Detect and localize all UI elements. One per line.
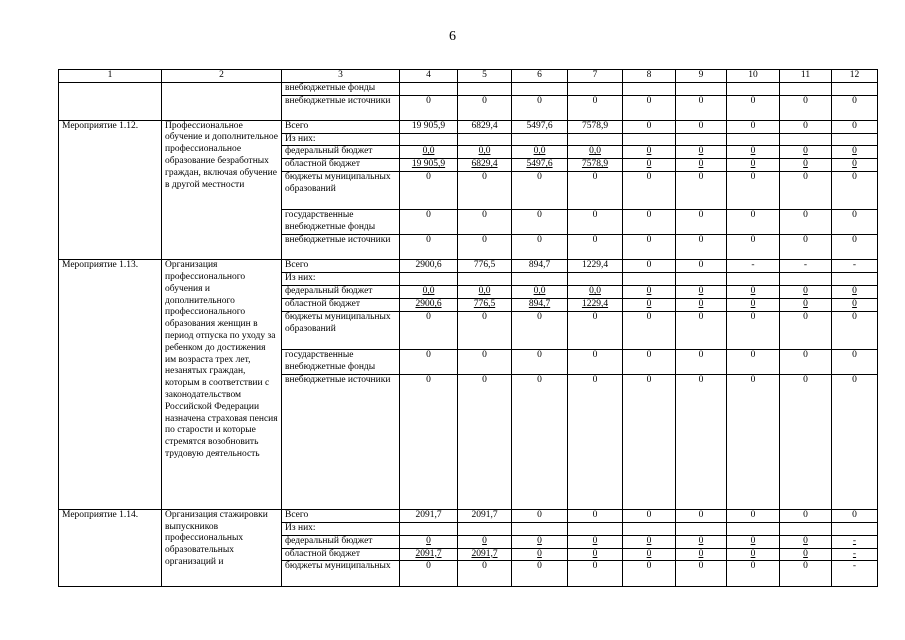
value-cell [727, 82, 780, 95]
value-cell [512, 273, 568, 286]
value-cell: 0 [727, 95, 780, 120]
value-cell: 2900,6 [400, 298, 458, 311]
value-cell: 0 [568, 374, 623, 509]
funding-source-cell: областной бюджет [282, 548, 400, 561]
value-cell: 6829,4 [458, 159, 512, 172]
value-cell: 0 [512, 349, 568, 374]
value-cell [832, 133, 878, 146]
value-cell: 0 [832, 509, 878, 522]
value-cell: 0 [780, 561, 832, 587]
value-cell [727, 133, 780, 146]
funding-source-cell: бюджеты муниципальных образований [282, 172, 400, 210]
value-cell: 0 [676, 159, 727, 172]
value-cell: 0 [623, 260, 676, 273]
header-cell: 7 [568, 70, 623, 83]
value-cell: 0 [568, 172, 623, 210]
value-cell: 0 [568, 509, 623, 522]
value-cell [458, 133, 512, 146]
value-cell: 0 [727, 120, 780, 133]
value-cell: 0 [727, 235, 780, 260]
value-cell: 0 [832, 349, 878, 374]
value-cell: 0 [676, 509, 727, 522]
value-cell [458, 522, 512, 535]
event-desc-cell: Организация профессионального обучения и дополнительного профессионального образования женщин в период отпуска по уходу за ребенком до достижения им возраста трех лет, незанятых граждан, которым в соответствии с законодательством Российской Федерации назначена страховая пенсия по старости и которые стремятся возобновить трудовую деятельность [162, 260, 282, 510]
value-cell: 0 [727, 311, 780, 349]
funding-source-cell: областной бюджет [282, 159, 400, 172]
value-cell: - [727, 260, 780, 273]
value-cell [400, 133, 458, 146]
value-cell [780, 522, 832, 535]
financing-table [58, 69, 878, 587]
value-cell: 0 [400, 311, 458, 349]
header-cell: 2 [162, 70, 282, 83]
header-cell: 6 [512, 70, 568, 83]
header-cell: 5 [458, 70, 512, 83]
value-cell [676, 82, 727, 95]
value-cell: 0 [512, 172, 568, 210]
value-cell: 0 [727, 374, 780, 509]
value-cell [568, 133, 623, 146]
value-cell: 0 [727, 509, 780, 522]
value-cell: 0 [832, 95, 878, 120]
funding-source-cell: государственные внебюджетные фонды [282, 210, 400, 235]
value-cell [676, 522, 727, 535]
value-cell: 0 [780, 120, 832, 133]
value-cell [832, 82, 878, 95]
value-cell: 0 [727, 349, 780, 374]
value-cell [832, 273, 878, 286]
value-cell: 0 [568, 561, 623, 587]
funding-source-cell: федеральный бюджет [282, 535, 400, 548]
header-cell: 11 [780, 70, 832, 83]
value-cell: 0,0 [568, 285, 623, 298]
value-cell: 2091,7 [458, 509, 512, 522]
value-cell: 0 [400, 349, 458, 374]
value-cell: 0 [512, 95, 568, 120]
value-cell: 0 [832, 285, 878, 298]
value-cell: 0 [623, 159, 676, 172]
value-cell: 0 [780, 285, 832, 298]
value-cell [400, 82, 458, 95]
value-cell: 0 [512, 235, 568, 260]
value-cell: 0 [568, 210, 623, 235]
funding-source-cell: Всего [282, 120, 400, 133]
value-cell: 0 [458, 235, 512, 260]
header-cell: 3 [282, 70, 400, 83]
value-cell [623, 522, 676, 535]
value-cell [727, 273, 780, 286]
value-cell: 2900,6 [400, 260, 458, 273]
value-cell: 0,0 [400, 285, 458, 298]
value-cell: 0 [568, 349, 623, 374]
value-cell: 0 [676, 235, 727, 260]
event-desc-cell [162, 82, 282, 120]
value-cell: 0 [512, 210, 568, 235]
value-cell: 0,0 [400, 146, 458, 159]
funding-source-cell: внебюджетные источники [282, 235, 400, 260]
event-name-cell: Мероприятие 1.13. [59, 260, 162, 510]
value-cell: 0 [780, 298, 832, 311]
value-cell: 0 [623, 95, 676, 120]
value-cell: 1229,4 [568, 298, 623, 311]
value-cell: 0 [727, 535, 780, 548]
value-cell: 0 [623, 374, 676, 509]
value-cell: 5497,6 [512, 120, 568, 133]
value-cell: 7578,9 [568, 159, 623, 172]
value-cell: 0 [512, 548, 568, 561]
value-cell: 0 [623, 561, 676, 587]
funding-source-cell: федеральный бюджет [282, 146, 400, 159]
value-cell: - [832, 548, 878, 561]
value-cell: 0,0 [458, 146, 512, 159]
value-cell: 0 [832, 146, 878, 159]
value-cell: 776,5 [458, 260, 512, 273]
value-cell: 0 [512, 374, 568, 509]
header-cell: 12 [832, 70, 878, 83]
value-cell: 7578,9 [568, 120, 623, 133]
value-cell: 0 [400, 374, 458, 509]
value-cell: 776,5 [458, 298, 512, 311]
header-row [59, 70, 878, 83]
value-cell: 0 [676, 210, 727, 235]
value-cell: 0 [400, 535, 458, 548]
value-cell: 0 [780, 146, 832, 159]
value-cell: 19 905,9 [400, 159, 458, 172]
value-cell: 0 [727, 210, 780, 235]
value-cell: 0 [780, 210, 832, 235]
value-cell: 0 [832, 298, 878, 311]
header-cell: 9 [676, 70, 727, 83]
value-cell: 0 [512, 311, 568, 349]
funding-source-cell: Всего [282, 509, 400, 522]
value-cell: 0 [623, 172, 676, 210]
value-cell [458, 273, 512, 286]
value-cell [512, 522, 568, 535]
value-cell [676, 273, 727, 286]
value-cell: 894,7 [512, 298, 568, 311]
value-cell: 0 [400, 235, 458, 260]
table-row [59, 82, 878, 95]
funding-source-cell: федеральный бюджет [282, 285, 400, 298]
value-cell: 0 [780, 159, 832, 172]
value-cell: 0 [676, 120, 727, 133]
value-cell: 0 [400, 172, 458, 210]
value-cell: 6829,4 [458, 120, 512, 133]
table-row [59, 509, 878, 522]
value-cell: 0 [780, 374, 832, 509]
value-cell: 0 [832, 374, 878, 509]
value-cell [568, 522, 623, 535]
value-cell: 0 [458, 172, 512, 210]
funding-source-cell: областной бюджет [282, 298, 400, 311]
value-cell: - [832, 561, 878, 587]
value-cell: 0 [512, 561, 568, 587]
value-cell [780, 273, 832, 286]
value-cell: 0 [832, 210, 878, 235]
value-cell: 0 [727, 172, 780, 210]
header-cell: 8 [623, 70, 676, 83]
value-cell: 0 [568, 235, 623, 260]
value-cell: 0 [400, 95, 458, 120]
value-cell: 0 [676, 349, 727, 374]
value-cell: 0 [400, 561, 458, 587]
event-desc-cell: Профессиональное обучение и дополнительное профессиональное образование безработных граждан, включая обучение в другой местности [162, 120, 282, 260]
value-cell: 2091,7 [400, 509, 458, 522]
value-cell [400, 273, 458, 286]
value-cell: 0 [458, 210, 512, 235]
value-cell: 0 [727, 285, 780, 298]
value-cell: 19 905,9 [400, 120, 458, 133]
value-cell: 0 [780, 349, 832, 374]
value-cell [623, 133, 676, 146]
value-cell [780, 82, 832, 95]
value-cell: 0 [458, 311, 512, 349]
value-cell: 0 [676, 311, 727, 349]
value-cell: 0,0 [512, 146, 568, 159]
event-name-cell: Мероприятие 1.12. [59, 120, 162, 260]
value-cell: 0 [780, 311, 832, 349]
value-cell [512, 82, 568, 95]
value-cell: 0 [623, 235, 676, 260]
value-cell: 0 [676, 172, 727, 210]
value-cell [727, 522, 780, 535]
value-cell: 0 [623, 548, 676, 561]
value-cell: 0 [727, 298, 780, 311]
funding-source-cell: Из них: [282, 273, 400, 286]
value-cell: 1229,4 [568, 260, 623, 273]
value-cell: 0 [458, 95, 512, 120]
value-cell: 0 [780, 172, 832, 210]
event-name-cell: Мероприятие 1.14. [59, 509, 162, 587]
value-cell: - [832, 260, 878, 273]
value-cell: 0 [623, 298, 676, 311]
value-cell: 0,0 [512, 285, 568, 298]
value-cell: 0 [512, 535, 568, 548]
event-desc-cell: Организация стажировки выпускников профессиональных образовательных организаций и [162, 509, 282, 587]
value-cell: 0 [568, 95, 623, 120]
value-cell: 0 [568, 548, 623, 561]
value-cell [568, 273, 623, 286]
value-cell: 0 [676, 260, 727, 273]
funding-source-cell: внебюджетные источники [282, 95, 400, 120]
value-cell [400, 522, 458, 535]
header-cell: 4 [400, 70, 458, 83]
value-cell: 0 [727, 159, 780, 172]
value-cell: 0 [623, 509, 676, 522]
value-cell: 0 [676, 561, 727, 587]
funding-source-cell: Из них: [282, 522, 400, 535]
value-cell: 0 [568, 311, 623, 349]
value-cell: 0 [727, 561, 780, 587]
value-cell: 0 [780, 535, 832, 548]
header-cell: 1 [59, 70, 162, 83]
value-cell: 0 [623, 535, 676, 548]
value-cell [512, 133, 568, 146]
table-row [59, 120, 878, 133]
value-cell [623, 82, 676, 95]
funding-source-cell: бюджеты муниципальных образований [282, 311, 400, 349]
funding-source-cell: Из них: [282, 133, 400, 146]
value-cell: - [832, 535, 878, 548]
funding-source-cell: Всего [282, 260, 400, 273]
table-row [59, 260, 878, 273]
value-cell: 0,0 [458, 285, 512, 298]
value-cell: 0 [623, 210, 676, 235]
value-cell: 0 [676, 146, 727, 159]
value-cell: 0 [623, 146, 676, 159]
value-cell: 0 [676, 535, 727, 548]
value-cell: 894,7 [512, 260, 568, 273]
funding-source-cell: государственные внебюджетные фонды [282, 349, 400, 374]
value-cell: 0 [623, 311, 676, 349]
value-cell [623, 273, 676, 286]
value-cell: 0 [676, 285, 727, 298]
value-cell: 0 [676, 548, 727, 561]
value-cell [676, 133, 727, 146]
value-cell: 0 [568, 535, 623, 548]
value-cell [458, 82, 512, 95]
page-number: 6 [449, 29, 456, 44]
value-cell: 0 [780, 95, 832, 120]
value-cell: 0 [832, 235, 878, 260]
value-cell: 0 [623, 120, 676, 133]
event-name-cell [59, 82, 162, 120]
funding-source-cell: бюджеты муниципальных [282, 561, 400, 587]
value-cell [780, 133, 832, 146]
value-cell: 0 [400, 210, 458, 235]
value-cell: 0 [780, 235, 832, 260]
value-cell: 0 [832, 311, 878, 349]
value-cell: 0 [780, 509, 832, 522]
value-cell: 2091,7 [400, 548, 458, 561]
value-cell: 0 [458, 561, 512, 587]
value-cell: 0 [727, 548, 780, 561]
value-cell: 0 [623, 285, 676, 298]
value-cell: 0 [623, 349, 676, 374]
value-cell: 2091,7 [458, 548, 512, 561]
value-cell: 0 [512, 509, 568, 522]
value-cell: 5497,6 [512, 159, 568, 172]
value-cell: 0 [832, 159, 878, 172]
value-cell: 0 [676, 374, 727, 509]
funding-source-cell: внебюджетные источники [282, 374, 400, 509]
value-cell [832, 522, 878, 535]
value-cell: 0 [727, 146, 780, 159]
value-cell: - [780, 260, 832, 273]
value-cell: 0 [676, 95, 727, 120]
value-cell: 0 [458, 374, 512, 509]
value-cell: 0 [832, 172, 878, 210]
value-cell: 0 [458, 535, 512, 548]
value-cell: 0,0 [568, 146, 623, 159]
header-cell: 10 [727, 70, 780, 83]
value-cell [568, 82, 623, 95]
value-cell: 0 [780, 548, 832, 561]
value-cell: 0 [458, 349, 512, 374]
value-cell: 0 [832, 120, 878, 133]
funding-source-cell: внебюджетные фонды [282, 82, 400, 95]
value-cell: 0 [676, 298, 727, 311]
